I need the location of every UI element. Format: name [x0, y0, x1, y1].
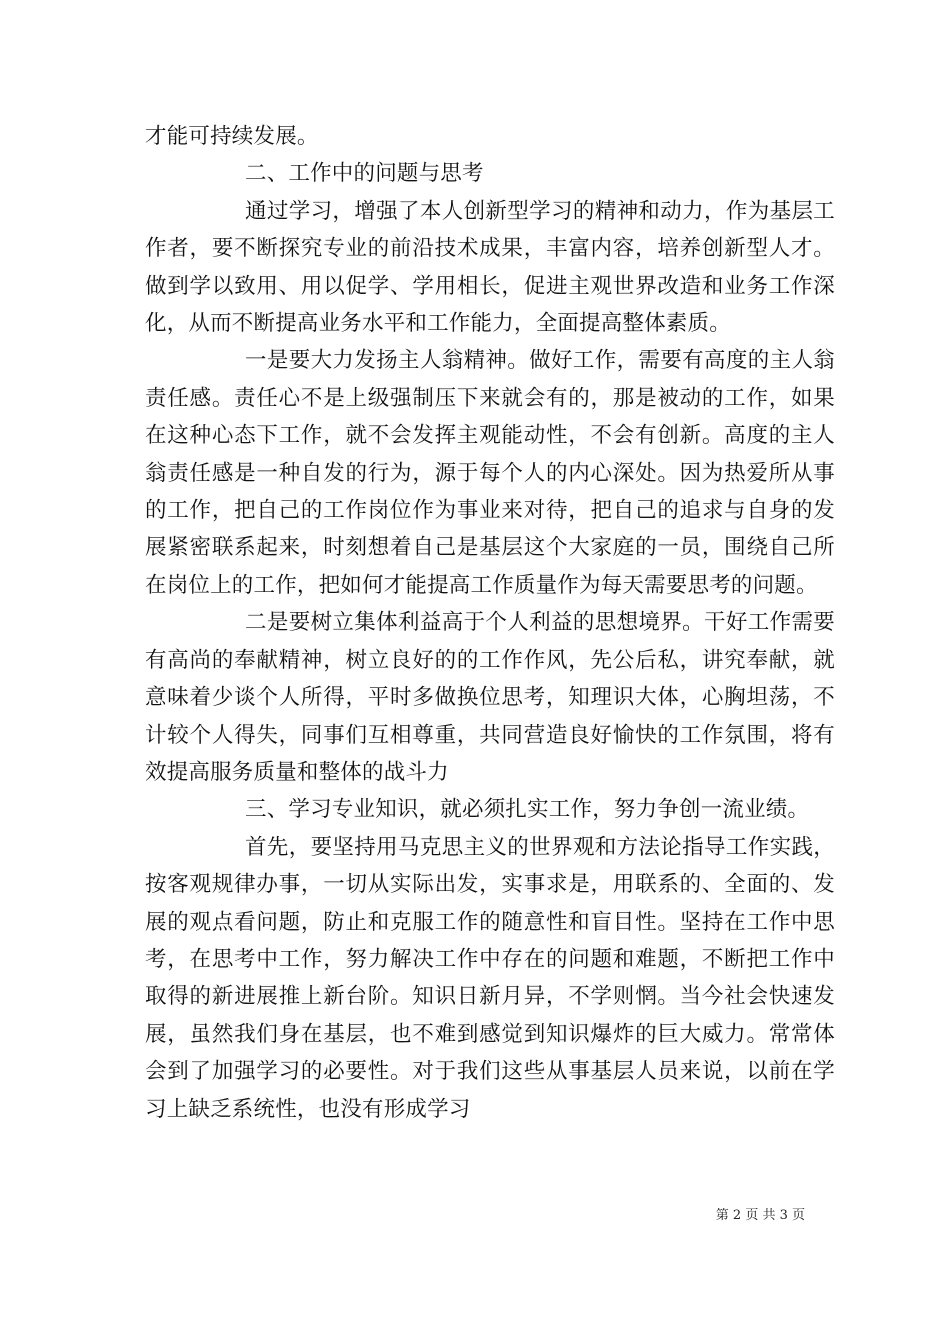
section-heading-2: 二、工作中的问题与思考 [245, 161, 484, 187]
paragraph-continuation: 才能可持续发展。 [145, 124, 319, 149]
paragraph-collective-interest: 二是要树立集体利益高于个人利益的思想境界。干好工作需要有高尚的奉献精神，树立良好的的工作作风，先公后私，讲究奉献，就意味着少谈个人所得，平时多做换位思考，知理识大体，心胸坦荡，不计较个人得失，同事们互相尊重，共同营造良好愉快的工作氛围，将有效提高服务质量和整体的战斗力 [145, 610, 835, 785]
paragraph-learning: 通过学习，增强了本人创新型学习的精神和动力，作为基层工作者，要不断探究专业的前沿技术成果，丰富内容，培养创新型人才。做到学以致用、用以促学、学用相长，促进主观世界改造和业务工作深化，从而不断提高业务水平和工作能力，全面提高整体素质。 [145, 198, 835, 337]
section-heading-3: 三、学习专业知识，就必须扎实工作，努力争创一流业绩。 [245, 797, 810, 823]
page-number-footer: 第 2 页 共 3 页 [715, 1208, 805, 1223]
paragraph-first-point: 首先，要坚持用马克思主义的世界观和方法论指导工作实践，按客观规律办事，一切从实际出发，实事求是，用联系的、全面的、发展的观点看问题，防止和克服工作的随意性和盲目性。坚持在工作中思考，在思考中工作，努力解决工作中存在的问题和难题，不断把工作中取得的新进展推上新台阶。知识日新月异，不学则惘。当今社会快速发展，虽然我们身在基层，也不难到感觉到知识爆炸的巨大威力。常常体会到了加强学习的必要性。对于我们这些从事基层人员来说，以前在学习上缺乏系统性，也没有形成学习 [145, 834, 835, 1122]
document-body [145, 118, 835, 1128]
paragraph-ownership: 一是要大力发扬主人翁精神。做好工作，需要有高度的主人翁责任感。责任心不是上级强制压下来就会有的，那是被动的工作，如果在这种心态下工作，就不会发挥主观能动性，不会有创新。高度的主人翁责任感是一种自发的行为，源于每个人的内心深处。因为热爱所从事的工作，把自己的工作岗位作为事业来对待，把自己的追求与自身的发展紧密联系起来，时刻想着自己是基层这个大家庭的一员，围绕自己所在岗位上的工作，把如何才能提高工作质量作为每天需要思考的问题。 [145, 348, 835, 598]
